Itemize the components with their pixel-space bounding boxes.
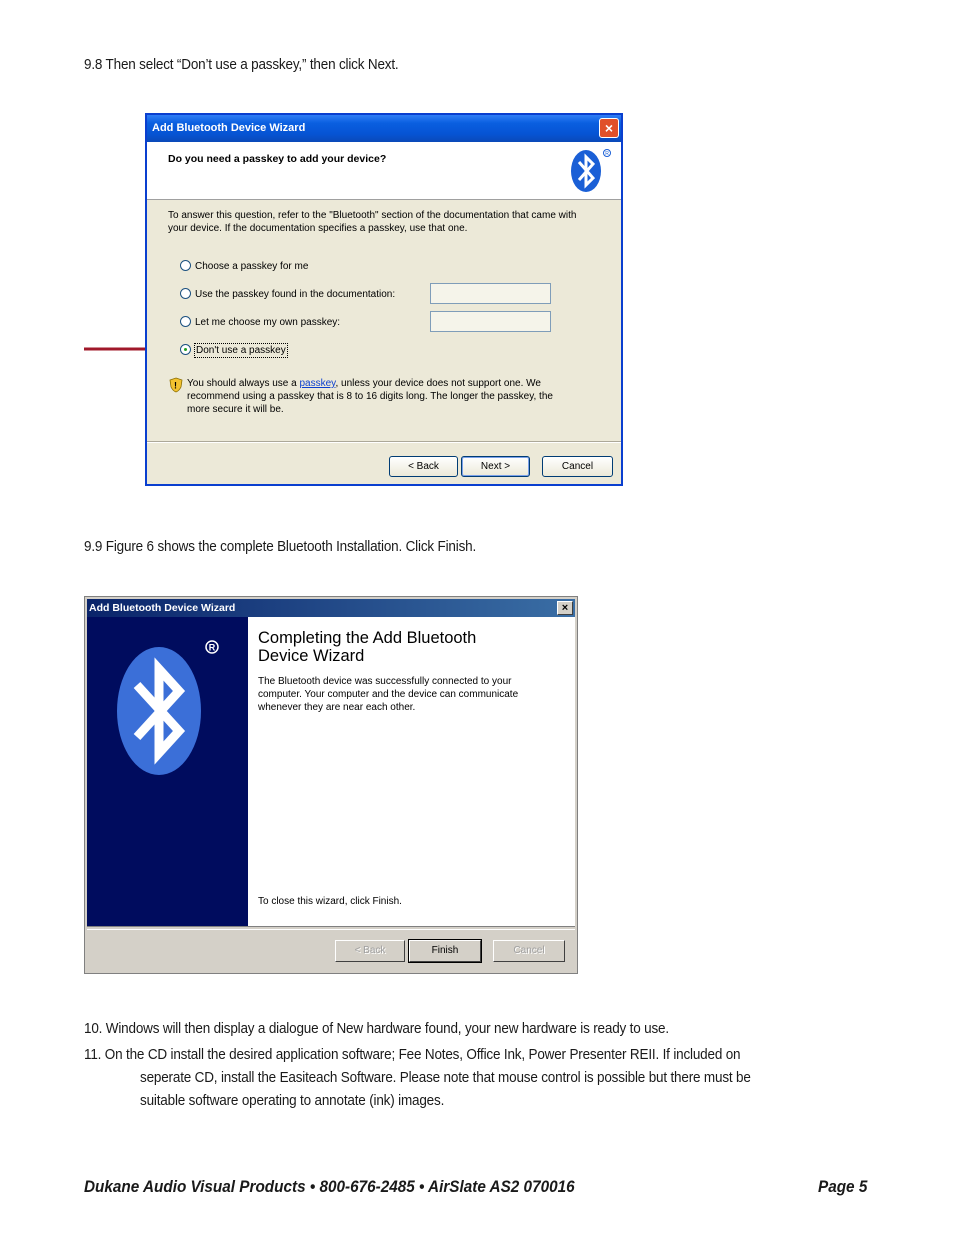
footer-company-info: Dukane Audio Visual Products • 800-676-2485 • AirSlate AS2 070016 (84, 1177, 575, 1196)
wizard-question: Do you need a passkey to add your device? (168, 153, 387, 165)
title-bar[interactable] (147, 115, 621, 142)
back-button[interactable]: < Back (389, 456, 458, 477)
wizard-content-panel (248, 617, 575, 926)
step-10-text: 10. Windows will then display a dialogue of New hardware found, your new hardware is ready to use. (84, 1020, 669, 1037)
note-text: , unless your device does not support one. We (335, 378, 541, 389)
dialog-title: Add Bluetooth Device Wizard (89, 602, 236, 614)
wizard-side-panel (87, 617, 248, 926)
option-label: Don't use a passkey (196, 345, 286, 356)
close-icon[interactable]: × (599, 118, 619, 138)
radio-button-selected[interactable] (180, 344, 191, 355)
option-label: Use the passkey found in the documentation: (195, 289, 396, 300)
intro-line-1: To answer this question, refer to the "Bluetooth" section of the documentation that came with (168, 210, 577, 221)
own-passkey-input[interactable] (430, 311, 551, 332)
body-line-3: whenever they are near each other. (258, 702, 416, 713)
note-line-2: recommend using a passkey that is 8 to 16 digits long. The longer the passkey, the (187, 391, 553, 402)
footer-separator (87, 926, 575, 930)
passkey-link[interactable]: passkey (299, 378, 336, 389)
bluetooth-icon (569, 148, 613, 194)
note-line-3: more secure it will be. (187, 404, 284, 415)
step-11-line-1: 11. On the CD install the desired application software; Fee Notes, Office Ink, Power Presenter REII. If included on (84, 1046, 741, 1063)
title-bar[interactable] (87, 599, 575, 617)
option-label: Let me choose my own passkey: (195, 317, 341, 328)
close-icon[interactable]: × (557, 601, 573, 615)
step-9-9-text: 9.9 Figure 6 shows the complete Bluetooth Installation. Click Finish. (84, 538, 477, 555)
note-line-1 (187, 377, 541, 390)
option-label: Choose a passkey for me (195, 261, 309, 272)
completion-heading-line-1: Completing the Add Bluetooth (258, 629, 477, 647)
cancel-button[interactable]: Cancel (493, 940, 565, 962)
svg-text:!: ! (174, 380, 177, 391)
step-11-line-2: seperate CD, install the Easiteach Software. Please note that mouse control is possible but there must be (140, 1069, 751, 1086)
page-number: Page 5 (818, 1177, 868, 1196)
step-9-8-text: 9.8 Then select “Don’t use a passkey,” then click Next. (84, 56, 399, 73)
body-line-2: computer. Your computer and the device can communicate (258, 689, 519, 700)
passkey-wizard-dialog (145, 113, 623, 486)
intro-line-2: your device. If the documentation specifies a passkey, use that one. (168, 223, 468, 234)
doc-passkey-input[interactable] (430, 283, 551, 304)
note-text: You should always use a (187, 378, 300, 389)
wizard-header (147, 142, 621, 200)
step-11-line-3: suitable software operating to annotate (ink) images. (140, 1092, 445, 1109)
back-button[interactable]: < Back (335, 940, 405, 962)
radio-button[interactable] (180, 288, 191, 299)
next-button[interactable]: Next > (461, 456, 530, 477)
radio-button[interactable] (180, 260, 191, 271)
completion-wizard-dialog (84, 596, 578, 974)
footer-separator (147, 441, 621, 443)
finish-button[interactable]: Finish (409, 940, 481, 962)
shield-warning-icon (169, 377, 183, 393)
cancel-button[interactable]: Cancel (542, 456, 613, 477)
bluetooth-icon (111, 635, 221, 781)
dialog-title: Add Bluetooth Device Wizard (152, 122, 306, 134)
body-line-1: The Bluetooth device was successfully connected to your (258, 676, 512, 687)
completion-heading-line-2: Device Wizard (258, 647, 365, 665)
close-instruction: To close this wizard, click Finish. (258, 896, 402, 907)
svg-text:R: R (208, 642, 216, 653)
radio-button[interactable] (180, 316, 191, 327)
svg-text:R: R (605, 151, 609, 157)
